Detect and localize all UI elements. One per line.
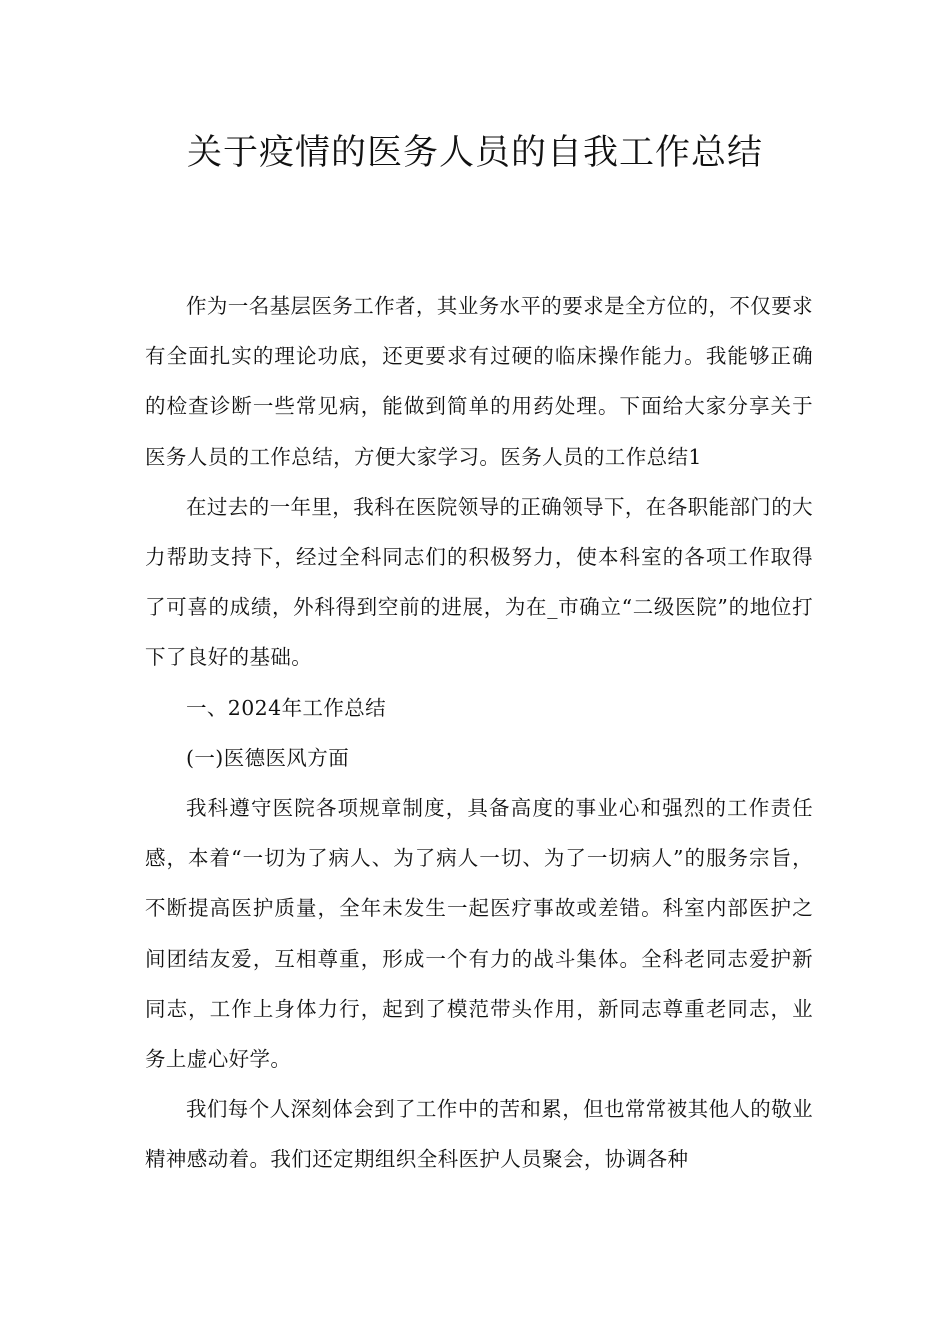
- intro-paragraph: 作为一名基层医务工作者，其业务水平的要求是全方位的，不仅要求有全面扎实的理论功底，还更要求有过硬的临床操作能力。我能够正确的检查诊断一些常见病，能做到简单的用药处理。下面给大家分享关于医务人员的工作总结，方便大家学习。医务人员的工作总结1: [145, 294, 813, 469]
- teamwork-paragraph: 我们每个人深刻体会到了工作中的苦和累，但也常常被其他人的敬业精神感动着。我们还定期组织全科医护人员聚会，协调各种: [145, 1097, 813, 1172]
- section-heading: 一、2024年工作总结: [186, 695, 387, 720]
- subsection-heading: (一)医德医风方面: [186, 745, 350, 770]
- summary-paragraph: 在过去的一年里，我科在医院领导的正确领导下，在各职能部门的大力帮助支持下，经过全科同志们的积极努力，使本科室的各项工作取得了可喜的成绩，外科得到空前的进展，为在_市确立“二级医院”的地位打下了良好的基础。: [145, 494, 813, 670]
- document-title: 关于疫情的医务人员的自我工作总结: [186, 133, 763, 173]
- ethics-paragraph: 我科遵守医院各项规章制度，具备高度的事业心和强烈的工作责任感，本着“一切为了病人、为了病人一切、为了一切病人”的服务宗旨，不断提高医护质量，全年未发生一起医疗事故或差错。科室内部医护之间团结友爱，互相尊重，形成一个有力的战斗集体。全科老同志爱护新同志，工作上身体力行，起到了模范带头作用，新同志尊重老同志，业务上虚心好学。: [145, 796, 813, 1072]
- document-body: [145, 281, 813, 1185]
